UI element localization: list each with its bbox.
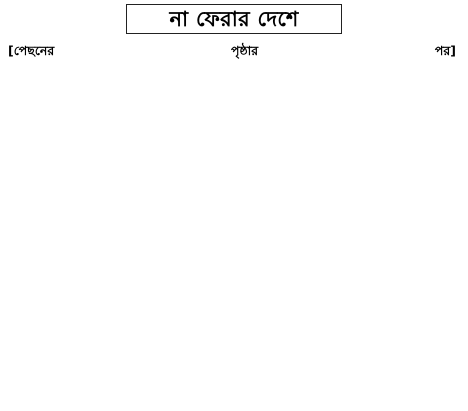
article-line [8,190,460,211]
article-line [8,211,460,232]
article-line [8,254,460,275]
continued-from-label: [পেছনের পৃষ্ঠার পর] [8,43,456,58]
article-line [8,147,460,168]
article-line [8,275,460,296]
article-line [8,40,460,61]
article-line [8,297,460,318]
headline: না ফেরার দেশে [169,6,299,31]
article-line [8,126,460,147]
headline-box [126,4,342,34]
article-column [8,40,460,406]
article-body [8,61,460,403]
article-line [8,318,460,339]
article-line [8,382,460,403]
article-line [8,233,460,254]
article-line [8,61,460,82]
article-line [8,104,460,125]
article-line [8,83,460,104]
article-line [8,168,460,189]
article-line [8,361,460,382]
article-line [8,339,460,360]
